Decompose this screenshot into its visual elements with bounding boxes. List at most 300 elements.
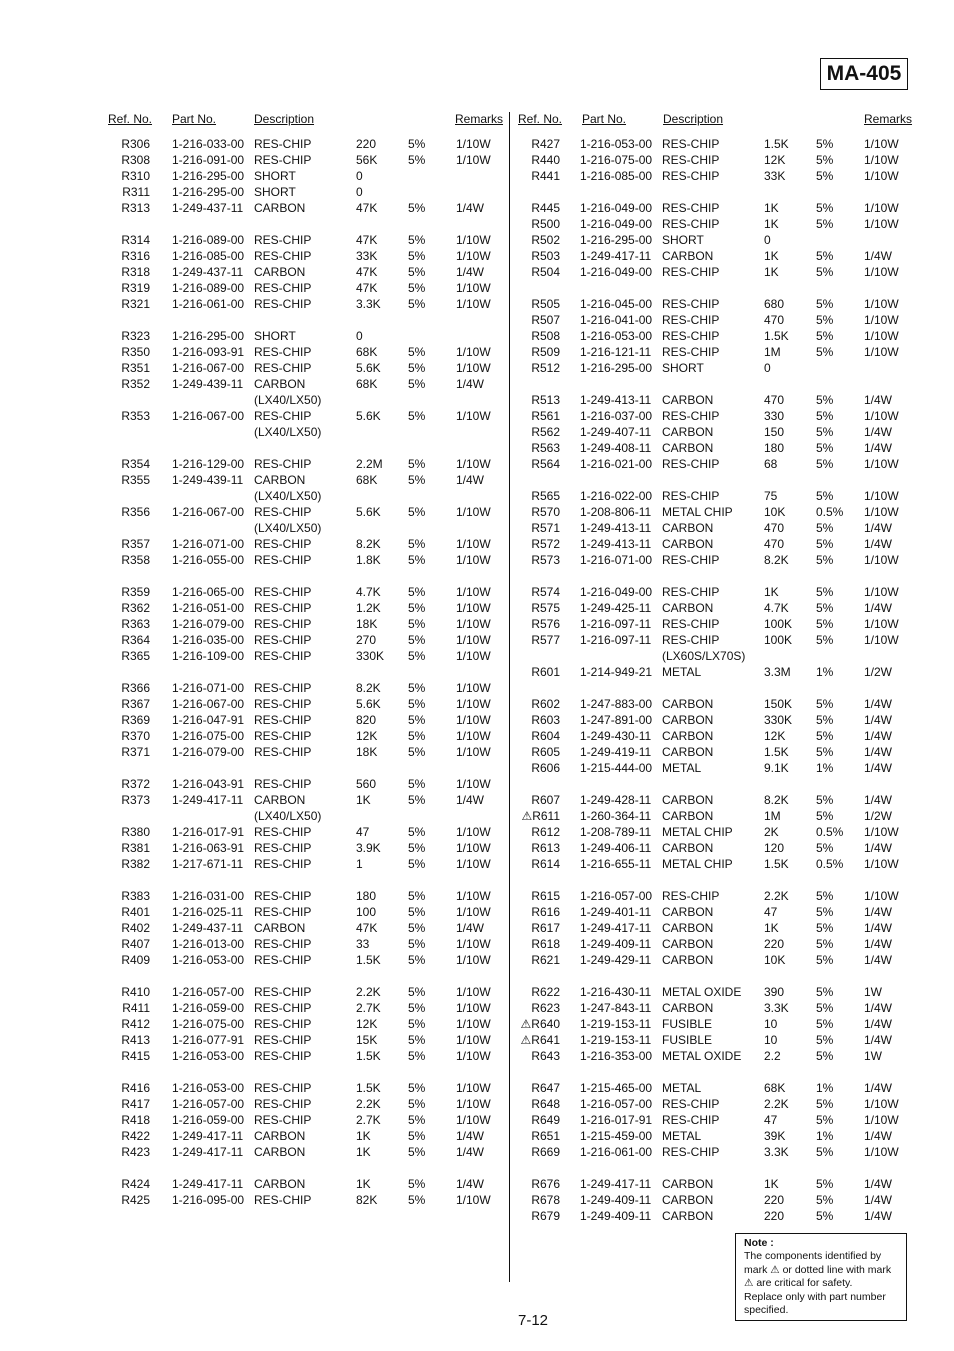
value: 9.1K xyxy=(764,761,789,775)
value: 1.2K xyxy=(356,601,381,615)
description: CARBON xyxy=(662,713,714,727)
value: 8.2K xyxy=(764,553,789,567)
part-row xyxy=(108,904,504,920)
value: 18K xyxy=(356,617,378,631)
description: RES-CHIP xyxy=(662,553,720,567)
remarks: 1/10W xyxy=(456,1017,491,1031)
value: 68K xyxy=(356,473,378,487)
ref-no: R572 xyxy=(531,537,560,551)
row-spacer xyxy=(516,280,912,296)
ref-no: R402 xyxy=(121,921,150,935)
part-no: 1-249-417-11 xyxy=(172,1145,244,1159)
part-row xyxy=(516,600,912,616)
value: 1.5K xyxy=(356,953,381,967)
remarks: 1/10W xyxy=(456,1033,491,1047)
part-row xyxy=(516,1192,912,1208)
tolerance: 5% xyxy=(408,633,426,647)
part-no: 1-216-057-00 xyxy=(172,985,245,999)
value: 1K xyxy=(764,249,779,263)
value: 100K xyxy=(764,633,793,647)
description: RES-CHIP xyxy=(662,1145,720,1159)
tolerance: 5% xyxy=(408,825,426,839)
tolerance: 5% xyxy=(816,537,834,551)
ref-no: R357 xyxy=(121,537,150,551)
part-row xyxy=(108,1016,504,1032)
tolerance: 5% xyxy=(816,521,834,535)
part-no: 1-249-406-11 xyxy=(580,841,652,855)
tolerance: 1% xyxy=(816,665,834,679)
part-row xyxy=(516,584,912,600)
value: 12K xyxy=(356,729,378,743)
part-row xyxy=(108,360,504,376)
model-title: MA-405 xyxy=(820,58,908,90)
part-no: 1-216-045-00 xyxy=(580,297,653,311)
value: 56K xyxy=(356,153,378,167)
part-no: 1-216-047-91 xyxy=(172,713,245,727)
part-no: 1-216-093-91 xyxy=(172,345,245,359)
value: 470 xyxy=(764,313,785,327)
header-part: Part No. xyxy=(582,112,627,126)
note-title: Note : xyxy=(744,1237,774,1249)
ref-no: R381 xyxy=(121,841,150,855)
part-no: 1-216-295-00 xyxy=(580,233,653,247)
column-header xyxy=(108,112,504,136)
tolerance: 5% xyxy=(408,1033,426,1047)
remarks: 1/10W xyxy=(456,137,491,151)
ref-no: R679 xyxy=(531,1209,560,1223)
part-row xyxy=(108,472,504,488)
value: 10K xyxy=(764,953,786,967)
tolerance: 5% xyxy=(408,1001,426,1015)
remarks: 1/4W xyxy=(864,1081,893,1095)
description: RES-CHIP xyxy=(254,825,312,839)
tolerance: 0.5% xyxy=(816,825,844,839)
value: 0 xyxy=(356,185,363,199)
value: 0 xyxy=(764,361,771,375)
header-ref: Ref. No. xyxy=(108,112,153,126)
part-no: 1-249-437-11 xyxy=(172,921,244,935)
tolerance: 5% xyxy=(816,329,834,343)
ref-no: R445 xyxy=(531,201,560,215)
value: 220 xyxy=(764,1209,785,1223)
description: CARBON xyxy=(662,697,714,711)
part-no: 1-216-097-11 xyxy=(580,633,652,647)
ref-no: R504 xyxy=(531,265,560,279)
part-row xyxy=(108,168,504,184)
value: 820 xyxy=(356,713,377,727)
tolerance: 5% xyxy=(408,889,426,903)
part-no: 1-216-041-00 xyxy=(580,313,653,327)
description: RES-CHIP xyxy=(662,1113,720,1127)
description: RES-CHIP xyxy=(254,841,312,855)
tolerance: 5% xyxy=(816,729,834,743)
value: 3.3K xyxy=(356,297,381,311)
value: 270 xyxy=(356,633,377,647)
ref-no: R417 xyxy=(121,1097,150,1111)
tolerance: 5% xyxy=(816,345,834,359)
part-no: 1-208-789-11 xyxy=(580,825,652,839)
value: 2.2M xyxy=(356,457,383,471)
remarks: 1/10W xyxy=(864,1113,899,1127)
description: RES-CHIP xyxy=(254,137,312,151)
value: 1.5K xyxy=(764,745,789,759)
part-no: 1-216-655-11 xyxy=(580,857,652,871)
description: METAL xyxy=(662,665,702,679)
description: RES-CHIP xyxy=(662,457,720,471)
description: RES-CHIP xyxy=(254,361,312,375)
ref-no: R383 xyxy=(121,889,150,903)
part-no: 1-216-049-00 xyxy=(580,585,653,599)
description: RES-CHIP xyxy=(254,281,312,295)
ref-no: R427 xyxy=(531,137,560,151)
part-no: 1-216-067-00 xyxy=(172,361,245,375)
part-row xyxy=(516,232,912,248)
ref-no: R616 xyxy=(531,905,560,919)
part-row xyxy=(516,216,912,232)
part-row xyxy=(108,920,504,936)
ref-no: R308 xyxy=(121,153,150,167)
tolerance: 5% xyxy=(816,393,834,407)
value: 33 xyxy=(356,937,370,951)
part-row xyxy=(108,1176,504,1192)
remarks: 1/4W xyxy=(456,1129,485,1143)
value: 5.6K xyxy=(356,409,381,423)
part-no: 1-249-429-11 xyxy=(580,953,652,967)
remarks: 1/10W xyxy=(864,489,899,503)
value: 2.2K xyxy=(764,1097,789,1111)
part-row xyxy=(108,984,504,1000)
value: 3.3K xyxy=(764,1001,789,1015)
part-no: 1-216-295-00 xyxy=(172,169,245,183)
value: 1K xyxy=(356,793,371,807)
value: 3.9K xyxy=(356,841,381,855)
tolerance: 5% xyxy=(816,1017,834,1031)
ref-no: R352 xyxy=(121,377,150,391)
tolerance: 5% xyxy=(408,137,426,151)
part-row xyxy=(516,344,912,360)
tolerance: 5% xyxy=(408,601,426,615)
description: RES-CHIP xyxy=(254,537,312,551)
remarks: 1/10W xyxy=(864,585,899,599)
ref-no: R411 xyxy=(122,1001,150,1015)
remarks: 1/10W xyxy=(864,329,899,343)
row-spacer xyxy=(108,664,504,680)
description: RES-CHIP xyxy=(254,601,312,615)
description: RES-CHIP xyxy=(254,1017,312,1031)
ref-no: R355 xyxy=(121,473,150,487)
ref-no: R356 xyxy=(121,505,150,519)
value: 47 xyxy=(764,905,778,919)
description: RES-CHIP xyxy=(254,777,312,791)
ref-no: ⚠R611 xyxy=(521,809,560,823)
value: 15K xyxy=(356,1033,378,1047)
part-no: 1-249-437-11 xyxy=(172,265,244,279)
part-no: 1-216-067-00 xyxy=(172,505,245,519)
description: CARBON xyxy=(254,921,306,935)
part-row xyxy=(516,136,912,152)
tolerance: 5% xyxy=(816,1113,834,1127)
description: RES-CHIP xyxy=(662,313,720,327)
part-no: 1-216-057-00 xyxy=(580,1097,653,1111)
part-row xyxy=(108,1080,504,1096)
description: RES-CHIP xyxy=(254,297,312,311)
part-no: 1-216-055-00 xyxy=(172,553,245,567)
remarks: 1/10W xyxy=(864,265,899,279)
remarks: 1/10W xyxy=(864,169,899,183)
header-remarks: Remarks xyxy=(455,112,504,126)
remarks: 1/10W xyxy=(456,1081,491,1095)
tolerance: 1% xyxy=(816,1081,834,1095)
description: RES-CHIP xyxy=(254,553,312,567)
part-no: 1-216-075-00 xyxy=(172,729,245,743)
tolerance: 5% xyxy=(408,745,426,759)
description: RES-CHIP xyxy=(254,505,312,519)
remarks: 1/10W xyxy=(456,249,491,263)
remarks: 1/4W xyxy=(864,729,893,743)
tolerance: 5% xyxy=(408,457,426,471)
remarks: 1/4W xyxy=(864,921,893,935)
ref-no: R507 xyxy=(531,313,560,327)
value: 0 xyxy=(764,233,771,247)
header-remarks: Remarks xyxy=(864,112,913,126)
tolerance: 5% xyxy=(816,265,834,279)
value: 12K xyxy=(356,1017,378,1031)
ref-no: R323 xyxy=(121,329,150,343)
description: CARBON xyxy=(662,953,714,967)
part-row xyxy=(108,408,504,424)
value: 1.5K xyxy=(356,1081,381,1095)
remarks: 1/4W xyxy=(456,793,485,807)
ref-no: R505 xyxy=(531,297,560,311)
part-no: 1-249-413-11 xyxy=(580,521,652,535)
remarks: 1/10W xyxy=(456,281,491,295)
description: RES-CHIP xyxy=(662,889,720,903)
part-no: 1-216-037-00 xyxy=(580,409,653,423)
value: 4.7K xyxy=(356,585,381,599)
part-row xyxy=(516,1032,912,1048)
ref-no: R564 xyxy=(531,457,560,471)
ref-no: R617 xyxy=(531,921,560,935)
ref-no: R508 xyxy=(531,329,560,343)
remarks: 1/10W xyxy=(456,825,491,839)
parts-list-right xyxy=(516,136,912,1224)
ref-no: R571 xyxy=(531,521,560,535)
ref-no: R359 xyxy=(121,585,150,599)
tolerance: 1% xyxy=(816,1129,834,1143)
tolerance: 5% xyxy=(816,953,834,967)
part-row xyxy=(108,648,504,664)
value: 2.7K xyxy=(356,1113,381,1127)
tolerance: 5% xyxy=(816,1145,834,1159)
description: RES-CHIP xyxy=(254,905,312,919)
value: 12K xyxy=(764,729,786,743)
ref-no: R372 xyxy=(121,777,150,791)
note-line: specified. xyxy=(744,1304,789,1317)
description: CARBON xyxy=(662,521,714,535)
part-no: 1-216-022-00 xyxy=(580,489,653,503)
row-spacer xyxy=(516,376,912,392)
tolerance: 5% xyxy=(408,281,426,295)
part-no: 1-219-153-11 xyxy=(580,1033,652,1047)
part-no: 1-216-053-00 xyxy=(580,329,653,343)
value: 4.7K xyxy=(764,601,789,615)
value: 1 xyxy=(356,857,363,871)
header-desc: Description xyxy=(663,112,724,126)
tolerance: 5% xyxy=(408,1129,426,1143)
tolerance: 5% xyxy=(408,1049,426,1063)
part-no: 1-249-409-11 xyxy=(580,1193,652,1207)
description: RES-CHIP xyxy=(254,937,312,951)
remarks: 1/4W xyxy=(864,1209,893,1223)
remarks: 1/10W xyxy=(864,1097,899,1111)
remarks: 1/10W xyxy=(456,841,491,855)
part-row xyxy=(516,616,912,632)
value: 2.2K xyxy=(764,889,789,903)
remarks: 1/4W xyxy=(456,377,485,391)
tolerance: 5% xyxy=(408,233,426,247)
description: RES-CHIP xyxy=(662,329,720,343)
part-no: 1-216-053-00 xyxy=(172,1049,245,1063)
remarks: 1/10W xyxy=(864,857,899,871)
part-row xyxy=(108,344,504,360)
tolerance: 5% xyxy=(816,153,834,167)
tolerance: 0.5% xyxy=(816,857,844,871)
part-no: 1-249-430-11 xyxy=(580,729,652,743)
description: CARBON xyxy=(254,1145,306,1159)
description: RES-CHIP xyxy=(254,409,312,423)
part-row xyxy=(516,168,912,184)
value: 68K xyxy=(764,1081,786,1095)
part-row xyxy=(108,424,504,440)
description: FUSIBLE xyxy=(662,1033,713,1047)
ref-no: ⚠R640 xyxy=(520,1017,560,1031)
remarks: 1/10W xyxy=(456,505,491,519)
ref-no: R366 xyxy=(121,681,150,695)
description: CARBON xyxy=(662,1001,714,1015)
part-no: 1-249-419-11 xyxy=(580,745,652,759)
ref-no: R576 xyxy=(531,617,560,631)
part-row xyxy=(516,840,912,856)
value: 10 xyxy=(764,1033,778,1047)
part-row xyxy=(108,680,504,696)
tolerance: 5% xyxy=(408,377,426,391)
value: 1K xyxy=(356,1145,371,1159)
part-row xyxy=(108,1096,504,1112)
tolerance: 5% xyxy=(816,489,834,503)
part-no: 1-216-089-00 xyxy=(172,281,245,295)
part-no: 1-216-079-00 xyxy=(172,617,245,631)
description: CARBON xyxy=(662,921,714,935)
remarks: 1/4W xyxy=(864,249,893,263)
remarks: 1/4W xyxy=(864,521,893,535)
ref-no: R314 xyxy=(121,233,150,247)
remarks: 1/10W xyxy=(456,1097,491,1111)
description: RES-CHIP xyxy=(662,585,720,599)
part-row xyxy=(108,792,504,808)
part-no: 1-216-109-00 xyxy=(172,649,245,663)
description: CARBON xyxy=(254,201,306,215)
value: 2.2 xyxy=(764,1049,781,1063)
description: CARBON xyxy=(662,537,714,551)
value: 560 xyxy=(356,777,377,791)
tolerance: 5% xyxy=(408,1193,426,1207)
value: 150K xyxy=(764,697,793,711)
part-row xyxy=(516,264,912,280)
tolerance: 5% xyxy=(408,713,426,727)
ref-no: R412 xyxy=(121,1017,150,1031)
tolerance: 5% xyxy=(408,681,426,695)
part-row xyxy=(516,1144,912,1160)
remarks: 1/4W xyxy=(864,745,893,759)
tolerance: 5% xyxy=(408,265,426,279)
part-row xyxy=(108,1192,504,1208)
part-no: 1-216-085-00 xyxy=(580,169,653,183)
ref-no: R649 xyxy=(531,1113,560,1127)
remarks: 1/4W xyxy=(864,537,893,551)
remarks: 1/10W xyxy=(456,633,491,647)
value: 68K xyxy=(356,377,378,391)
tolerance: 5% xyxy=(408,1017,426,1031)
tolerance: 5% xyxy=(408,1097,426,1111)
description: RES-CHIP xyxy=(254,249,312,263)
part-row xyxy=(516,696,912,712)
tolerance: 5% xyxy=(408,345,426,359)
description: RES-CHIP xyxy=(662,169,720,183)
remarks: 1/4W xyxy=(456,201,485,215)
remarks: 1/10W xyxy=(456,889,491,903)
ref-no: R310 xyxy=(121,169,150,183)
ref-no: R623 xyxy=(531,1001,560,1015)
part-row xyxy=(108,856,504,872)
value: 3.3M xyxy=(764,665,791,679)
part-row xyxy=(516,1048,912,1064)
ref-no: R602 xyxy=(531,697,560,711)
value: 47K xyxy=(356,921,378,935)
value: 180 xyxy=(356,889,377,903)
part-no: 1-215-465-00 xyxy=(580,1081,653,1095)
remarks: 1/10W xyxy=(456,1193,491,1207)
ref-no: R365 xyxy=(121,649,150,663)
ref-no: R622 xyxy=(531,985,560,999)
description: CARBON xyxy=(254,1177,306,1191)
tolerance: 5% xyxy=(408,473,426,487)
remarks: 1/10W xyxy=(864,409,899,423)
ref-no: R612 xyxy=(531,825,560,839)
remarks: 1/10W xyxy=(456,953,491,967)
part-no: 1-216-049-00 xyxy=(580,201,653,215)
part-no: 1-216-017-91 xyxy=(580,1113,653,1127)
value: 2.2K xyxy=(356,985,381,999)
description: RES-CHIP xyxy=(254,1113,312,1127)
part-no: 1-216-071-00 xyxy=(580,553,653,567)
description: SHORT xyxy=(254,329,296,343)
ref-no: R380 xyxy=(121,825,150,839)
part-row xyxy=(108,808,504,824)
tolerance: 5% xyxy=(408,553,426,567)
remarks: 1/10W xyxy=(864,201,899,215)
tolerance: 5% xyxy=(816,921,834,935)
value: 8.2K xyxy=(356,537,381,551)
value: 330 xyxy=(764,409,785,423)
ref-no: R606 xyxy=(531,761,560,775)
tolerance: 5% xyxy=(816,249,834,263)
ref-no: R575 xyxy=(531,601,560,615)
part-row xyxy=(108,1112,504,1128)
part-row xyxy=(516,392,912,408)
remarks: 1/4W xyxy=(456,473,485,487)
description: METAL xyxy=(662,1129,702,1143)
tolerance: 5% xyxy=(408,937,426,951)
